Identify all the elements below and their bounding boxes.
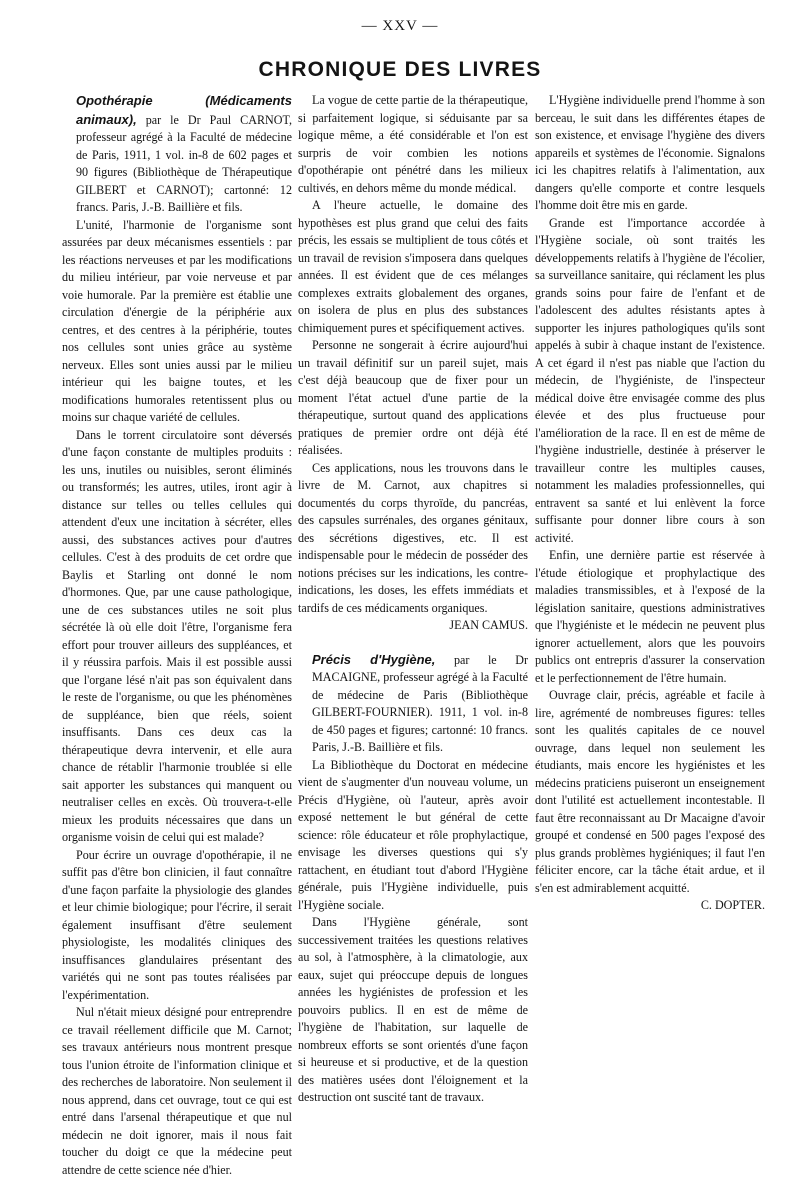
column-2 [298, 92, 528, 1132]
spacer [298, 635, 528, 651]
paragraph: L'Hygiène individuelle prend l'homme à son berceau, le suit dans les différentes étapes de son existence, et envisage l'hygiène des divers appareils et systèmes de l'économie. Signalons ici les chapitres relatifs à l'alimentation, aux dangers qu'elle comporte et contre lesquels l'homme doit être mis en garde. [535, 93, 765, 212]
review-1-signature: JEAN CAMUS. [449, 618, 528, 632]
review-2-citation: par le Dr MACAIGNE, professeur agrégé à la Faculté de médecine de Paris (Bibliothèque GILBERT-FOURNIER). 1911, 1 vol. in-8 de 450 pages et figures; cartonné: 10 francs. Paris, J.-B. Baillière et fils. [312, 652, 528, 754]
column-3 [535, 92, 765, 1132]
section-heading: CHRONIQUE DES LIVRES [258, 58, 542, 81]
paragraph: Ces applications, nous les trouvons dans le livre de M. Carnot, aux chapitres si documentés du corps thyroïde, du pancréas, des capsules surrénales, des organes génitaux, des sécrétions digestives, etc. Il est indispensable pour le médecin de posséder des notions précises sur les indications, les contre-indications, les doses, les effets immédiats et tardifs de ces médicaments organiques. [298, 460, 528, 615]
paragraph: Nul n'était mieux désigné pour entreprendre ce travail réellement difficile que M. Carnot; ses travaux antérieurs nous montrent presque tous l'union étroite de l'information clinique et des recherches de laboratoire. Non seulement il nous apprend, dans cet ouvrage, tout ce qui est entré dans l'arsenal thérapeutique et que nul médecin ne doit ignorer, mais il nous fait toucher du doigt ce que la médecine peut attendre de cette science née d'hier. [62, 1005, 292, 1177]
paragraph: La Bibliothèque du Doctorat en médecine vient de s'augmenter d'un nouveau volume, un Précis d'Hygiène, où l'auteur, après avoir exposé nettement le but général de cette science: rôle éducateur et rôle prophylactique, envisage les diverses questions qui s'y rattachent, en étudiant tout d'abord l'Hygiène générale, puis l'Hygiène individuelle, puis l'Hygiène sociale. [298, 757, 528, 912]
review-1-title: Opothérapie (Médicaments animaux), [76, 93, 292, 127]
review-2-signature: C. DOPTER. [700, 898, 765, 912]
paragraph: Grande est l'importance accordée à l'Hygiène sociale, où sont traités les développements relatifs à l'hygiène de l'écolier, sa surveillance sanitaire, qui réclament les plus grands soins pour faire de l'enfant et de l'adolescent des adultes résistants aptes à supporter les injures pathologiques qu'ils sont appelés à subir à chaque instant de l'existence. A cet égard il n'est pas niable que l'action du médecin, de l'hygiéniste, de l'inspecteur médical doive être envisagée comme des plus élevée et des plus fructueuse pour l'amélioration de la race. Il en est de même de l'hygiène industrielle, destinée à préserver le travailleur contre les multiples causes, notamment les maladies professionnelles, qui entravent sa santé et lui enlèvent la force suffisante pour donner libre cours à son activité. [535, 215, 765, 545]
review-1-citation: par le Dr Paul CARNOT, professeur agrégé à la Faculté de médecine de Paris, 1911, 1 vol. in-8 de 602 pages et 90 figures (Bibliothèque de Thérapeutique GILBERT et CARNOT); cartonné: 12 francs. Paris, J.-B. Baillière et fils. [76, 112, 293, 214]
paragraph: La vogue de cette partie de la thérapeutique, si parfaitement logique, si séduisante par sa logique même, a été considérable et l'on est surpris de voir combien les notions d'opothérapie ont pénétré dans les milieux cultivés, en dehors même du monde médical. [298, 93, 528, 195]
page-number: — XXV — [361, 18, 439, 34]
paragraph: Enfin, une dernière partie est réservée à l'étude étiologique et prophylactique des maladies transmissibles, et à l'exposé de la législation sanitaire, questions administratives que l'hygiéniste et le médecin ne peuvent plus ignorer actuellement, alors que les pouvoirs publics ont entrepris d'assurer la conservation et le perfectionnement de l'être humain. [535, 548, 765, 685]
review-2-title: Précis d'Hygiène, [312, 651, 436, 667]
column-1 [62, 92, 293, 1177]
review-2-header [298, 651, 528, 757]
paragraph: Dans l'Hygiène générale, sont successivement traitées les questions relatives au sol, à l'atmosphère, à la climatologie, aux eaux, sujet qui préoccupe depuis de longues années les hygiénistes de profession et les pouvoirs publics. Il en est de même de l'hygiène de l'habitation, sur laquelle de nombreux efforts se sont orientés d'une façon si heureuse et si productive, et de la question des matières usées dont l'éloignement et la destruction ont suscité tant de travaux. [298, 915, 528, 1104]
paragraph: Personne ne songerait à écrire aujourd'hui un travail définitif sur un pareil sujet, mais c'est déjà beaucoup que de fixer pour un moment l'état actuel d'une partie de la thérapeutique, surtout quand des applications pratiques de premier ordre ont déjà été réalisées. [298, 338, 528, 457]
paragraph: L'unité, l'harmonie de l'organisme sont assurées par deux mécanismes essentiels : par les réactions nerveuses et par les modifications du milieu intérieur, par voie nerveuse et par voie humorale. Par la première est établie une circulation d'énergie de la périphérie aux centres, et des centres à la périphérie, toutes nos cellules sont unies grâce au système nerveux. Elles sont unies aussi par le milieu intérieur qui les baigne toutes, et les modifications humorales retentissent plus ou moins sur chaque variété de cellules. [62, 217, 292, 424]
review-1-header [62, 92, 292, 217]
paragraph: Ouvrage clair, précis, agréable et facile à lire, agrémenté de nombreuses figures: telles sont les qualités capitales de ce nouvel ouvrage, dans lequel non seulement les étudiants, mais encore les hygiénistes et les médecins praticiens puiseront un enseignement dont l'utilité est actuellement incontestable. Il faut être reconnaissant au Dr Macaigne d'avoir groupé et condensé en 500 pages l'exposé des plus grands problèmes hygiéniques; il faut l'en féliciter encore, car la tâche était ardue, et il s'en est admirablement acquitté. [535, 688, 765, 895]
paragraph: Dans le torrent circulatoire sont déversés d'une façon constante de multiples produits : les uns, inutiles ou nuisibles, seront éliminés ou transformés; les autres, utiles, iront agir à distance sur telles ou telles cellules qui attendent d'eux une incitation à sécréter, elles aussi, des substances actives pour d'autres cellules. C'est à des produits de cet ordre que Baylis et Starling ont donné le nom d'hormones. Que, par une cause pathologique, une de ces substances utiles ne soit plus sécrétée là où elle doit l'être, l'organisme fera effort pour trouver ailleurs des suppléances, et il y réussira parfois. Mais il est possible aussi que l'organe lésé n'ait pas son équivalent dans le reste de l'organisme, ou que les phénomènes de suppléance, bien que réels, soient insuffisants. Dans ces deux cas la thérapeutique devra intervenir, et elle aura chance de rétablir l'harmonie troublée si elle sait apporter les substances qui manquent ou neutraliser celles en excès. Où trouvera-t-elle mieux les produits nécessaires que dans un organisme voisin de celui qui est malade? [62, 427, 292, 844]
paragraph: Pour écrire un ouvrage d'opothérapie, il ne suffit pas d'être bon clinicien, il faut connaître d'une façon parfaite la physiologie des glandes et leur chimie biologique; pour l'écrire, il serait également insuffisant d'être seulement physiologiste, les modalités cliniques des insuffisances glandulaires présentant des variétés qui ne sont pas toutes réalisées par l'expérimentation. [62, 847, 292, 1002]
paragraph: A l'heure actuelle, le domaine des hypothèses est plus grand que celui des faits précis, les essais se multiplient de tous côtés et un travail de revision s'imposera dans quelques années. Il est évident que de ces mélanges complexes extraits globalement des organes, on isolera de plus en plus des substances chimiquement pures et spécifiquement actives. [298, 198, 528, 335]
